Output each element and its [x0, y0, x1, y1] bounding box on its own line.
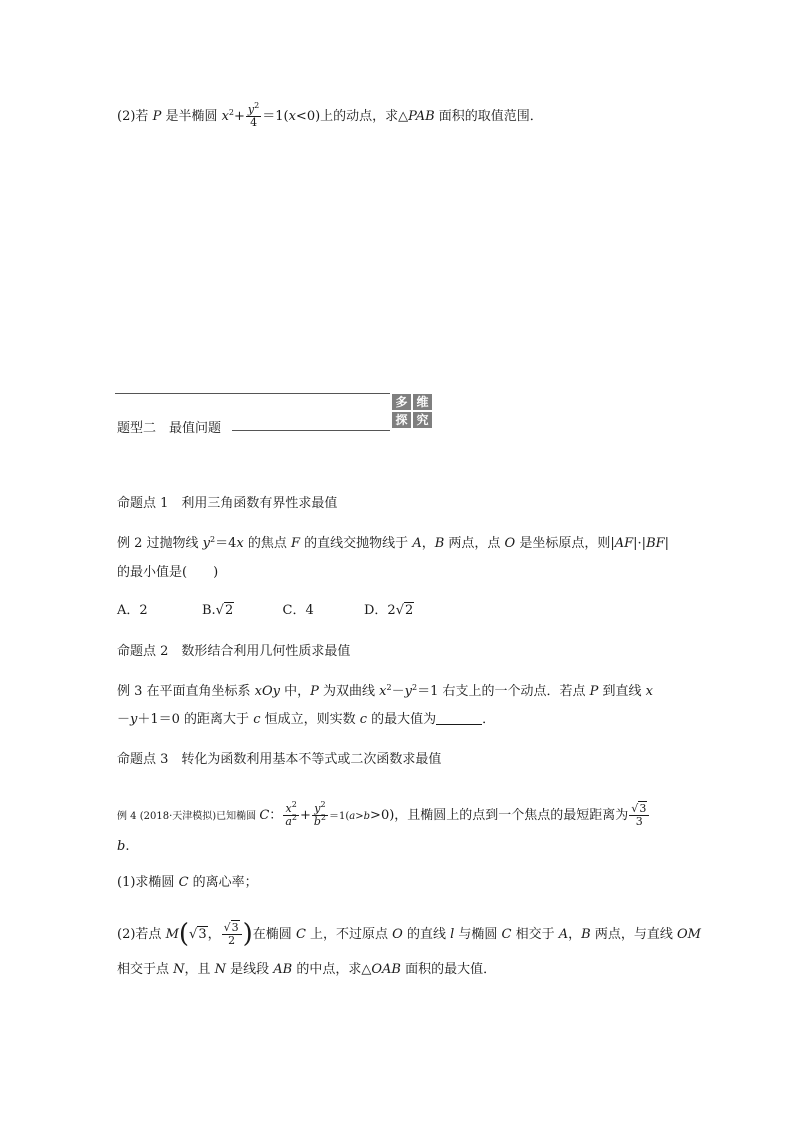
var: y [202, 536, 211, 551]
var: A [558, 927, 569, 942]
text: <0)上的动点，求△ [295, 109, 409, 124]
example-2-options [117, 604, 414, 617]
point-2-label: 命题点 2 数形结合利用几何性质求最值 [117, 644, 351, 659]
text: 恒成立，则实数 [260, 712, 360, 727]
var: O [504, 536, 516, 551]
text: 的离心率； [188, 875, 258, 890]
example-4-q1 [117, 876, 258, 889]
var: AB [273, 962, 293, 977]
denominator: 3 [629, 815, 649, 828]
section-rule-bottom [232, 430, 390, 431]
example-2-line-2: 的最小值是( ) [117, 565, 219, 580]
fraction: $\frac{√3}{2}$ [222, 922, 242, 947]
point-3-label: 命题点 3 转化为函数利用基本不等式或二次函数求最值 [117, 752, 442, 767]
var: xOy [254, 684, 281, 699]
fraction: $\frac{√3}{3}$ [629, 803, 649, 828]
example-4-q2-line-2 [117, 963, 496, 976]
text: 的焦点 [243, 536, 292, 551]
point-1-label: 命题点 1 利用三角函数有界性求最值 [117, 496, 338, 511]
option-c: C．4 [282, 603, 314, 618]
text: ＝1 右支上的一个动点．若点 [417, 684, 590, 699]
text: ，且 [184, 962, 215, 977]
option-d: D．2√2 [364, 603, 414, 618]
var: x [236, 536, 244, 551]
var: P [152, 109, 162, 124]
text: ＝1( [329, 811, 350, 822]
radicand: 3 [198, 927, 207, 942]
example-2-line-1: 例 2 过抛物线 $y^2=4x$ 的焦点 F 的直线交抛物线于 A，B 两点，点 O 是坐标原点，则|AF|·|BF| [117, 535, 670, 551]
var: x [285, 802, 292, 815]
section-badge [392, 394, 433, 430]
var: O [392, 927, 403, 942]
text: > [355, 811, 364, 822]
option-b: B.√2 [201, 603, 234, 618]
text: 的直线 [402, 927, 451, 942]
var: N [173, 962, 185, 977]
example-3-line-2 [117, 713, 495, 726]
example-4-q2-line-1: (2)若点 M(√3， $\frac{√3}{2}$ )在椭圆 C 上，不过原点 O 的直线 l 与椭圆 C 相交于 A，B 两点，与直线 OM [117, 919, 701, 950]
text: 上，不过原点 [305, 927, 393, 942]
option-a: A．2 [117, 603, 148, 618]
fraction: $\frac{x^2}{a^2}$ [285, 800, 297, 828]
var: y [404, 684, 412, 699]
var: l [450, 927, 455, 942]
text: (2)若 [117, 109, 153, 124]
text: 是半椭圆 [161, 109, 222, 124]
text: 中， [280, 684, 311, 699]
text: 的直线交抛物线于 [300, 536, 413, 551]
fraction: $\frac{y^2}{4}$ [247, 101, 260, 129]
text: 两点，与直线 [590, 927, 677, 942]
text: 相交于 [511, 927, 559, 942]
var: B [434, 536, 445, 551]
example-4-line-1 [117, 800, 650, 828]
question-2-line: (2)若 P 是半椭圆 $x^2+$ $\frac{y^2}{4}$ ＝1(x<0)上的动点，求△PAB 面积的取值范围． [117, 101, 543, 129]
badge-char: 多 [392, 394, 411, 410]
text: 与椭圆 [454, 927, 502, 942]
var: b [117, 839, 126, 854]
badge-char: 探 [392, 412, 411, 428]
badge-char: 究 [413, 412, 432, 428]
radicand: 2 [224, 603, 234, 618]
badge-char: 维 [413, 394, 432, 410]
var: C [178, 875, 189, 890]
text: (1)求椭圆 [117, 875, 179, 890]
var: y [247, 103, 255, 116]
var: x [288, 109, 296, 124]
text: 例 4 (2018·天津模拟)已知椭圆 [117, 811, 260, 822]
var: a [285, 815, 292, 828]
text: 面积的最大值． [401, 962, 497, 977]
text: B. [201, 603, 216, 618]
fraction: $\frac{y^2}{b^2}$ [313, 800, 327, 828]
text: 是坐标原点，则| [515, 536, 615, 551]
text: >0)，且椭圆上的点到一个焦点的最短距离为 [370, 808, 629, 823]
var: M [165, 927, 179, 942]
text: － [391, 684, 405, 699]
text: + [299, 808, 311, 823]
text: 的最大值为 [367, 712, 437, 727]
text: ， [207, 927, 221, 942]
var: x [379, 684, 387, 699]
text: 两点，点 [444, 536, 505, 551]
text: 到直线 [598, 684, 646, 699]
var: B [581, 927, 591, 942]
var: F [291, 536, 301, 551]
var: x [645, 684, 653, 699]
radicand: 2 [405, 603, 414, 618]
section-title: 题型二 最值问题 [117, 421, 222, 436]
text: 相交于点 [117, 962, 174, 977]
text: 例 3 在平面直角坐标系 [117, 684, 255, 699]
text: ： [269, 808, 283, 823]
var: c [359, 712, 368, 727]
var: a [349, 811, 356, 822]
var: P [589, 684, 599, 699]
text: 为双曲线 [318, 684, 380, 699]
text: (2)若点 [117, 927, 166, 942]
text: | [664, 536, 670, 551]
var: y [314, 802, 321, 815]
var: PAB [408, 109, 435, 124]
var: c [253, 712, 261, 727]
answer-blank[interactable] [436, 713, 482, 725]
text: |·| [633, 536, 647, 551]
var: P [310, 684, 319, 699]
var: OAB [371, 962, 401, 977]
text: － [117, 712, 131, 727]
example-3-line-1: 例 3 在平面直角坐标系 xOy 中，P 为双曲线 $x^2-y^2=1$ 右支上的一个动点．若点 P 到直线 x [117, 683, 653, 699]
var: OM [676, 927, 701, 942]
var: C [259, 808, 270, 823]
var: C [501, 927, 512, 942]
var: AF [614, 536, 634, 551]
section-rule [115, 393, 390, 394]
var: y [130, 712, 138, 727]
var: BF [646, 536, 665, 551]
text: . [125, 839, 130, 854]
text: 的中点，求△ [292, 962, 372, 977]
text: ． [482, 712, 496, 727]
text: D．2 [364, 603, 396, 618]
denominator: 4 [246, 116, 261, 129]
var: x [221, 109, 229, 124]
text: ， [568, 927, 582, 942]
text: ， [421, 536, 435, 551]
text: 例 2 过抛物线 [117, 536, 203, 551]
var: C [295, 927, 306, 942]
radicand: 3 [639, 802, 647, 815]
text: 面积的取值范围． [434, 109, 543, 124]
text: 是线段 [226, 962, 274, 977]
example-4-line-2 [117, 840, 129, 853]
text: 在椭圆 [252, 927, 296, 942]
text: ＝4 [215, 536, 237, 551]
var: A [412, 536, 422, 551]
text: + [234, 109, 245, 124]
var: b [313, 815, 321, 828]
radicand: 3 [231, 921, 239, 934]
text: ＝1( [262, 109, 289, 124]
var: b [363, 811, 371, 822]
text: ＋1＝0 的距离大于 [137, 712, 254, 727]
denominator: 2 [222, 934, 242, 947]
var: N [214, 962, 227, 977]
